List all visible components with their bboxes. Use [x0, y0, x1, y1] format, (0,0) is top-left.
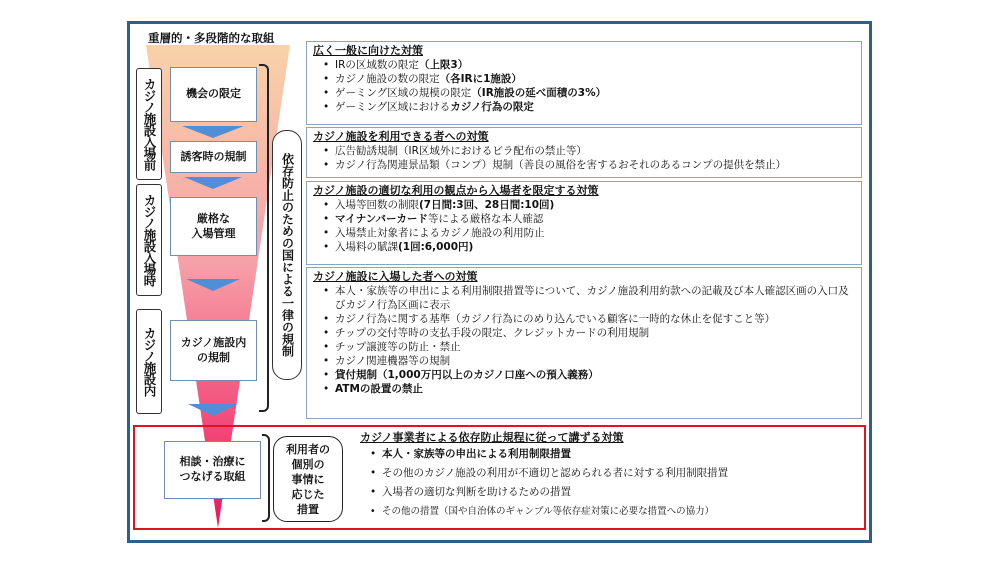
measure-emphasis: ATMの設置の禁止	[335, 383, 423, 395]
section-eligible-users	[306, 127, 862, 178]
measure-text-after: 等による厳格な本人確認	[427, 213, 544, 225]
stage-solicitation	[170, 141, 257, 173]
national-regulation-label-box	[272, 130, 302, 380]
measure-item	[323, 100, 855, 114]
regulation-bracket	[259, 64, 269, 412]
measure-emphasis: （上限3）	[418, 59, 469, 71]
measure-item	[323, 240, 855, 254]
measure-item	[323, 158, 855, 172]
section-heading: カジノ施設の適切な利用の観点から入場者を限定する対策	[313, 184, 599, 197]
measure-item	[323, 284, 855, 312]
measure-text: チップ譲渡等の防止・禁止	[335, 341, 461, 353]
side-label-at-entry: カジノ施設入場時	[136, 184, 162, 296]
measure-emphasis: （IR施設の延べ面積の3%）	[471, 87, 607, 99]
measure-item	[370, 483, 853, 502]
measure-emphasis: (7日間:3回、28日間:10回)	[419, 199, 555, 211]
measure-item	[323, 312, 855, 326]
measure-list	[313, 284, 855, 396]
section-heading: 広く一般に向けた対策	[313, 44, 423, 57]
section-heading: カジノ事業者による依存防止規程に従って講ずる対策	[360, 431, 624, 444]
measure-item	[370, 502, 853, 521]
measure-list	[360, 445, 853, 521]
measure-list	[313, 58, 855, 114]
stage-label: カジノ施設内 の規制	[180, 335, 247, 364]
section-general-public	[306, 41, 862, 125]
measure-list	[313, 144, 855, 172]
measure-item	[323, 354, 855, 368]
measure-text: カジノ関連機器等の規制	[335, 355, 451, 367]
measure-emphasis: （各IRに1施設）	[439, 73, 522, 85]
measure-text: カジノ行為に関する基準（カジノ行為にのめり込んでいる顧客に一時的な休止を促すこと等）	[335, 313, 776, 325]
measure-text: その他の措置（国や自治体のギャンブル等依存症対策に必要な措置への協力）	[382, 506, 715, 517]
stage-inside-regulation	[170, 320, 257, 381]
measure-item	[323, 144, 855, 158]
measure-emphasis: 貸付規制（1,000万円以上のカジノ口座への預入義務）	[335, 369, 599, 381]
measure-item	[370, 464, 853, 483]
individual-measures-label	[273, 436, 343, 522]
section-operator-measures	[354, 429, 859, 526]
stage-label: 相談・治療に つなげる取組	[179, 455, 246, 483]
stage-opportunity-limit	[170, 67, 257, 122]
measure-text: ゲーミング区域の規模の限定	[335, 87, 472, 99]
section-inside-measures	[306, 267, 862, 419]
measure-emphasis: マイナンバーカード	[335, 213, 428, 225]
measure-text: カジノ施設の数の限定	[335, 73, 440, 85]
measure-item	[323, 382, 855, 396]
stage-label: 厳格な 入場管理	[191, 211, 236, 240]
measure-item	[323, 226, 855, 240]
measure-text: 入場料の賦課	[335, 241, 398, 253]
measure-item	[323, 72, 855, 86]
stage-label: 機会の限定	[186, 87, 241, 101]
measure-text: IRの区域数の限定	[335, 59, 419, 71]
measure-list	[313, 198, 855, 254]
section-entry-limitation	[306, 181, 862, 265]
diagram-title: 重層的・多段階的な取組	[148, 31, 275, 45]
measure-emphasis: カジノ行為の限定	[450, 101, 534, 113]
section-heading: カジノ施設に入場した者への対策	[313, 270, 478, 283]
section-heading: カジノ施設を利用できる者への対策	[313, 130, 489, 143]
measure-emphasis: (1回:6,000円)	[398, 241, 474, 253]
measure-text: 入場者の適切な判断を助けるための措置	[382, 486, 571, 498]
measure-item	[323, 368, 855, 382]
measure-item	[323, 86, 855, 100]
individual-label-text: 利用者の 個別の 事情に 応じた 措置	[286, 442, 330, 516]
measure-item	[323, 326, 855, 340]
measure-item	[323, 198, 855, 212]
measure-text: 入場等回数の制限	[335, 199, 419, 211]
side-label-before-entry: カジノ施設入場前	[136, 68, 162, 180]
measure-item	[370, 445, 853, 464]
measure-text: カジノ行為関連景品類（コンプ）規制（善良の風俗を害するおそれのあるコンプの提供を禁止）	[335, 159, 787, 171]
national-regulation-label: 依存防止のための国による一律の規制	[280, 153, 295, 357]
measure-text: ゲーミング区域における	[335, 101, 451, 113]
measure-text: チップの交付等時の支払手段の限定、クレジットカードの利用規制	[335, 327, 650, 339]
measure-text: 本人・家族等の申出による利用制限措置等について、カジノ施設利用約款への記載及び本人確認区画の入口及びカジノ行為区画に表示	[335, 285, 849, 311]
stage-label: 誘客時の規制	[180, 149, 247, 163]
measure-item	[323, 58, 855, 72]
measure-text: その他のカジノ施設の利用が不適切と認められる者に対する利用制限措置	[382, 467, 729, 479]
measure-item	[323, 212, 855, 226]
side-label-inside: カジノ施設内	[136, 309, 162, 414]
measure-text: 広告勧誘規制（IR区域外におけるビラ配布の禁止等）	[335, 145, 587, 157]
measure-text: 入場禁止対象者によるカジノ施設の利用防止	[335, 227, 545, 239]
measure-emphasis: 本人・家族等の申出による利用制限措置	[382, 448, 571, 460]
stage-entry-control	[170, 197, 257, 256]
measure-item	[323, 340, 855, 354]
individual-bracket	[262, 434, 270, 522]
